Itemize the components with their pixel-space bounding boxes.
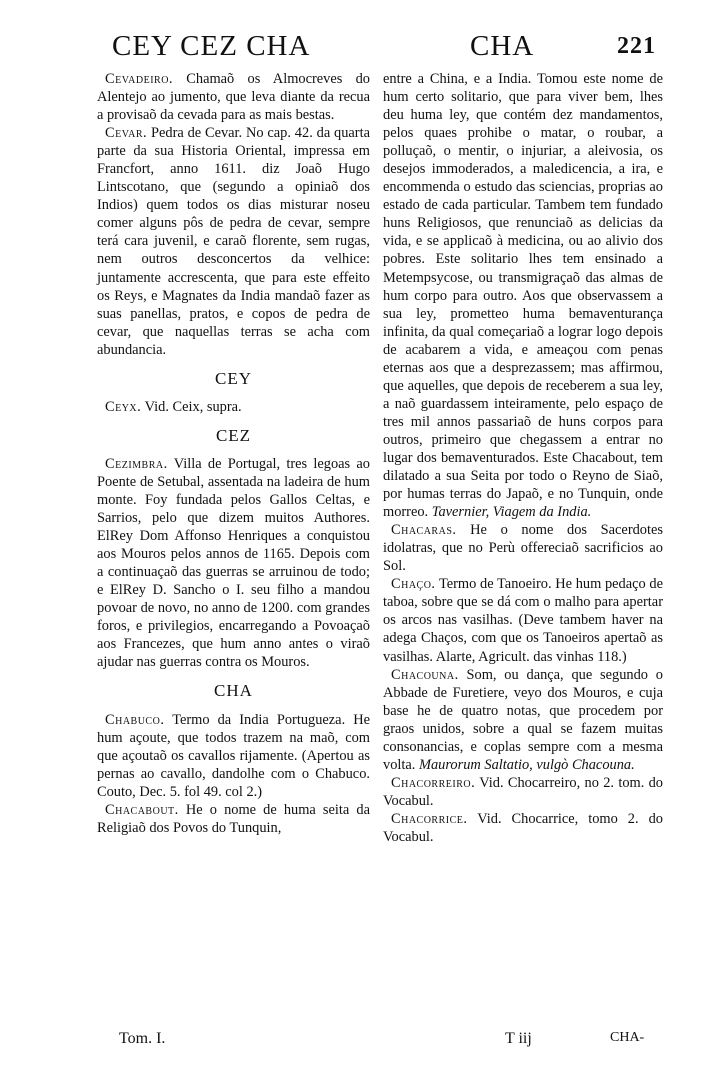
catchword: CHA- bbox=[610, 1030, 645, 1045]
entry-chacouna bbox=[383, 666, 663, 774]
section-heading-cey: CEY bbox=[215, 368, 252, 388]
left-column bbox=[97, 70, 370, 837]
entry-cezimbra bbox=[97, 455, 370, 672]
entry-chaco bbox=[383, 575, 663, 665]
headword: Chacorreiro. bbox=[391, 774, 476, 791]
headword: Chabuco. bbox=[105, 711, 165, 728]
entry-cevadeiro bbox=[97, 70, 370, 124]
entry-chacabout bbox=[97, 801, 370, 837]
section-heading-cha: CHA bbox=[214, 681, 253, 701]
latin-gloss: Maurorum Saltatio, vulgò Chacouna. bbox=[418, 756, 635, 773]
entry-text: He o nome dos Sacerdotes idolatras, que no Perù offereciaõ sacrificios ao Sol. bbox=[383, 522, 663, 575]
headword: Cevar. bbox=[105, 125, 148, 142]
entry-text: entre a China, e a India. Tomou este nome de hum certo solitario, que para viver bem, lhes deu huma ley, que contém dez mandamentos, pelos quaes prohibe o matar, o roubar, a polluçaõ, o mentir, o injuriar, a aleivosia, os desejos immoderados, a maledicencia, a ira, e encommenda o estudo das sciencias, proprias ao estado de cada particular. Tambem tem fundado huns Religiosos, que renunciaõ as delicias da vida, e se applicaõ à medicina, ou ao alivio dos pobres. Este solitario lhes tem ensinado a Metempsycose, ou transmigraçaõ das almas de hum corpo para outro. Aos que observassem a sua ley, prometteo huma bemaventurança infinita, da qual começariaõ a lograr logo depois de acabarem a vida, e ameaçou com penas eternas aos que a desprezassem; mas affirmou, que aquelles, que depois de receberem a sua ley, a naõ guardassem inteiramente, pelo espaço de tres mil annos passariaõ de huns corpos para outros, primeiro que chegassem a entrar no lugar dos bemaventurados. Este Chacabout, tem dilatado a sua Seita por todo o Reyno de Siaõ, por humas terras do Japaõ, e no Tunquin, onde morreo. bbox=[383, 71, 663, 521]
headword: Ceyx. bbox=[105, 398, 142, 415]
right-column bbox=[383, 70, 663, 846]
headword: Chacabout. bbox=[105, 801, 179, 818]
volume-footer: Tom. I. bbox=[119, 1030, 166, 1047]
running-header-left: CEY CEZ CHA bbox=[112, 30, 311, 62]
headword: Cezimbra. bbox=[105, 455, 168, 472]
entry-text: Som, ou dança, que segundo o Abbade de Furetiere, veyo dos Mouros, e cuja base he de quatro notas, que procedem por graos unidos, sobre a qual se fazem muitas consonancias, e coplas sempre com a mesma volta. bbox=[383, 666, 663, 773]
entry-ceyx bbox=[97, 398, 370, 416]
headword: Chacouna. bbox=[391, 666, 459, 683]
headword: Chacorrice. bbox=[391, 810, 468, 827]
entry-chacaras bbox=[383, 521, 663, 575]
entry-text: He o nome de huma seita da Religiaõ dos Povos do Tunquin, bbox=[97, 801, 370, 836]
signature-mark: T iij bbox=[505, 1030, 532, 1047]
headword: Chaço. bbox=[391, 576, 436, 593]
reference-citation: Tavernier, Viagem da India. bbox=[431, 504, 592, 521]
entry-text: Termo da India Portugueza. He hum açoute, que todos trazem na maõ, com que açoutaõ os cavallos rijamente. (Apertou as pernas ao cavallo, dandolhe com o Chabuco. Couto, Dec. 5. fol 49. col 2.) bbox=[97, 711, 370, 800]
page-number: 221 bbox=[617, 33, 656, 59]
entry-text: Vid. Chocarreiro, no 2. tom. do Vocabul. bbox=[383, 774, 664, 809]
entry-text: Villa de Portugal, tres legoas ao Poente de Setubal, assentada na ladeira de hum monte. Foy fundada pelos Gallos Celtas, e Sarrios, pelo que dizem muitos Authores. ElRey Dom Affonso Henriques a conquistou aos Mouros pelos annos de 1165. Depois com a continuaçaõ das guerras se arruinou de todo; e ElRey D. Sancho o I. seu filho a mandou povoar de novo, no anno de 1200. com grandes foros, e privilegios, encarregando a Povoaçaõ aos Francezes, que hum anno antes o viraõ ajudar nas guerras contra os Mouros. bbox=[97, 455, 371, 671]
entry-cevar bbox=[97, 124, 370, 359]
entry-chabuco bbox=[97, 711, 370, 801]
entry-text: Pedra de Cevar. No cap. 42. da quarta parte da sua Historia Oriental, impressa em Francfort, anno 1611. diz Joaõ Hugo Lintscotano, que (segundo a opiniaõ dos Indios) quem todos os dias misturar noseu comer alguns pôs de pedra de cevar, sempre terá cara juvenil, e caraõ florente, sem rugas, nem outros desconcertos da velhice: juntamente accrescenta, que para este effeito os Reys, e Magnates da India mandaõ fazer as suas panellas, pratos, e copos de pedra de cevar, que naquellas terras se acha com abundancia. bbox=[97, 125, 370, 358]
headword: Chacaras. bbox=[391, 522, 457, 539]
entry-text: Chamaõ os Almocreves do Alentejo ao jumento, que leva diante da recua a provisaõ da cevada para as mais bestas. bbox=[97, 71, 370, 124]
entry-chacabout-continued bbox=[383, 70, 663, 521]
entry-chacorreiro bbox=[383, 774, 663, 810]
section-heading-cez: CEZ bbox=[215, 425, 252, 445]
entry-text: Vid. Chocarrice, tomo 2. do Vocabul. bbox=[383, 810, 663, 845]
headword: Cevadeiro. bbox=[105, 71, 174, 87]
entry-text: Termo de Tanoeiro. He hum pedaço de taboa, sobre que se dá com o malho para apertar os arcos nas vasilhas. (Deve tambem haver na adega Chaços, com que os Tanoeiros apertaõ as vasilhas. Alarte, Agricult. das vinhas 118.) bbox=[383, 576, 663, 665]
running-header-right: CHA bbox=[470, 30, 535, 62]
entry-chacorrice bbox=[383, 810, 663, 846]
entry-text: Vid. Ceix, supra. bbox=[144, 398, 242, 415]
